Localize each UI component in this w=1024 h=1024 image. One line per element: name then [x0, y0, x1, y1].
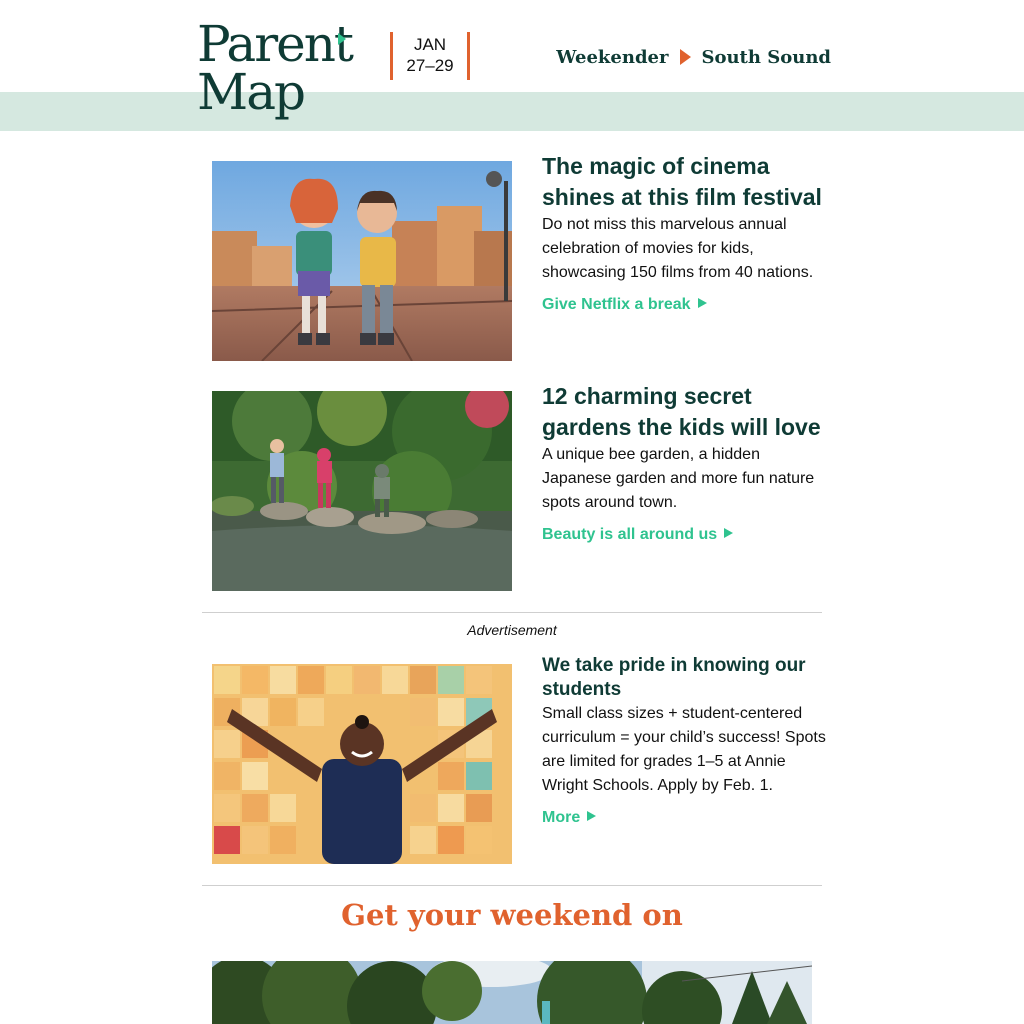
section-hero-image[interactable] — [212, 961, 812, 1024]
garden-image — [212, 391, 512, 591]
edition-label — [556, 44, 831, 70]
advertisement-label: Advertisement — [467, 622, 557, 638]
trees-image — [212, 961, 812, 1024]
triangle-right-icon — [680, 49, 691, 65]
article-title[interactable]: 12 charming secret gardens the kids will love — [542, 383, 821, 440]
article-image[interactable] — [212, 161, 512, 361]
triangle-right-icon — [587, 811, 596, 821]
article-link[interactable] — [542, 295, 707, 315]
ad-description: Small class sizes + student-centered curriculum = your child’s success! Spots are limited for grades 1–5 at Annie Wright Schools. Apply by Feb. 1. — [542, 705, 826, 794]
divider — [202, 885, 822, 886]
header-band — [0, 92, 1024, 131]
logo-play-icon — [338, 33, 346, 45]
article-text — [542, 151, 832, 315]
logo-line-2: Map — [197, 63, 305, 121]
issue-month: JAN — [413, 35, 447, 54]
ad-text — [542, 654, 832, 828]
logo-line-1: Parent — [197, 15, 352, 73]
article-image[interactable] — [212, 391, 512, 591]
section-heading: Get your weekend on — [341, 898, 683, 932]
divider — [202, 612, 822, 613]
triangle-right-icon — [724, 528, 733, 538]
triangle-right-icon — [698, 298, 707, 308]
article-link[interactable] — [542, 525, 733, 545]
article-link-label: Beauty is all around us — [542, 526, 718, 543]
ad-link-label: More — [542, 809, 581, 826]
article-description: A unique bee garden, a hidden Japanese garden and more fun nature spots around town. — [542, 446, 815, 511]
article-description: Do not miss this marvelous annual celebration of movies for kids, showcasing 150 films from 40 nations. — [542, 216, 814, 281]
edition-secondary: South Sound — [701, 46, 831, 68]
article-text — [542, 381, 832, 545]
student-image — [212, 664, 512, 864]
film-festival-image — [212, 161, 512, 361]
issue-date — [390, 32, 470, 80]
ad-image[interactable] — [212, 664, 512, 864]
ad-link[interactable] — [542, 808, 596, 828]
issue-days: 27–29 — [406, 56, 454, 75]
ad-title[interactable]: We take pride in knowing our students — [542, 655, 806, 700]
article-link-label: Give Netflix a break — [542, 296, 691, 313]
article-title[interactable]: The magic of cinema shines at this film festival — [542, 153, 822, 210]
edition-primary: Weekender — [556, 46, 669, 68]
